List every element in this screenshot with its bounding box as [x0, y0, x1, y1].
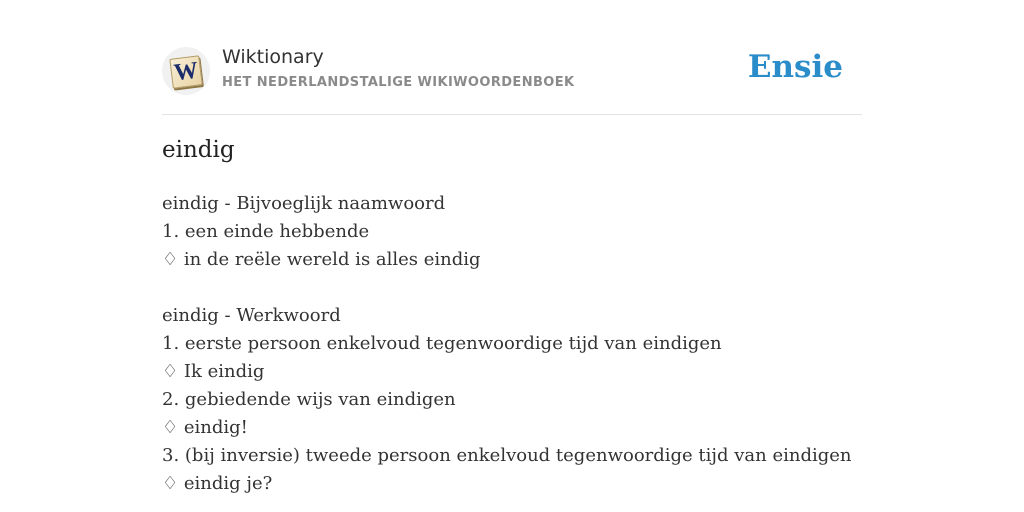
logo-letter: W [172, 57, 200, 87]
example-line: ♢ eindig! [162, 417, 248, 438]
entry-verb [162, 302, 922, 498]
entry-heading: eindig - Bijvoeglijk naamwoord [162, 193, 446, 214]
definition-line: 1. een einde hebbende [162, 221, 370, 242]
definition-line: 1. eerste persoon enkelvoud tegenwoordige tijd van eindigen [162, 333, 722, 354]
ensie-brand-link[interactable]: Ensie [747, 49, 843, 85]
entry-spacer [162, 274, 922, 302]
example-line: ♢ Ik eindig [162, 361, 265, 382]
definition-line: 2. gebiedende wijs van eindigen [162, 389, 456, 410]
wiktionary-logo[interactable] [162, 47, 210, 95]
site-title[interactable]: Wiktionary [222, 46, 324, 68]
header [162, 44, 862, 115]
example-line: ♢ in de reële wereld is alles eindig [162, 249, 481, 270]
entry-heading: eindig - Werkwoord [162, 305, 341, 326]
wiktionary-tile-icon [169, 55, 202, 88]
definition-line: 3. (bij inversie) tweede persoon enkelvoud tegenwoordige tijd van eindigen [162, 445, 852, 466]
site-subtitle: HET NEDERLANDSTALIGE WIKIWOORDENBOEK [222, 75, 575, 90]
definitions [162, 190, 922, 498]
entry-adjective [162, 190, 922, 274]
page-title: eindig [162, 137, 235, 163]
example-line: ♢ eindig je? [162, 473, 273, 494]
